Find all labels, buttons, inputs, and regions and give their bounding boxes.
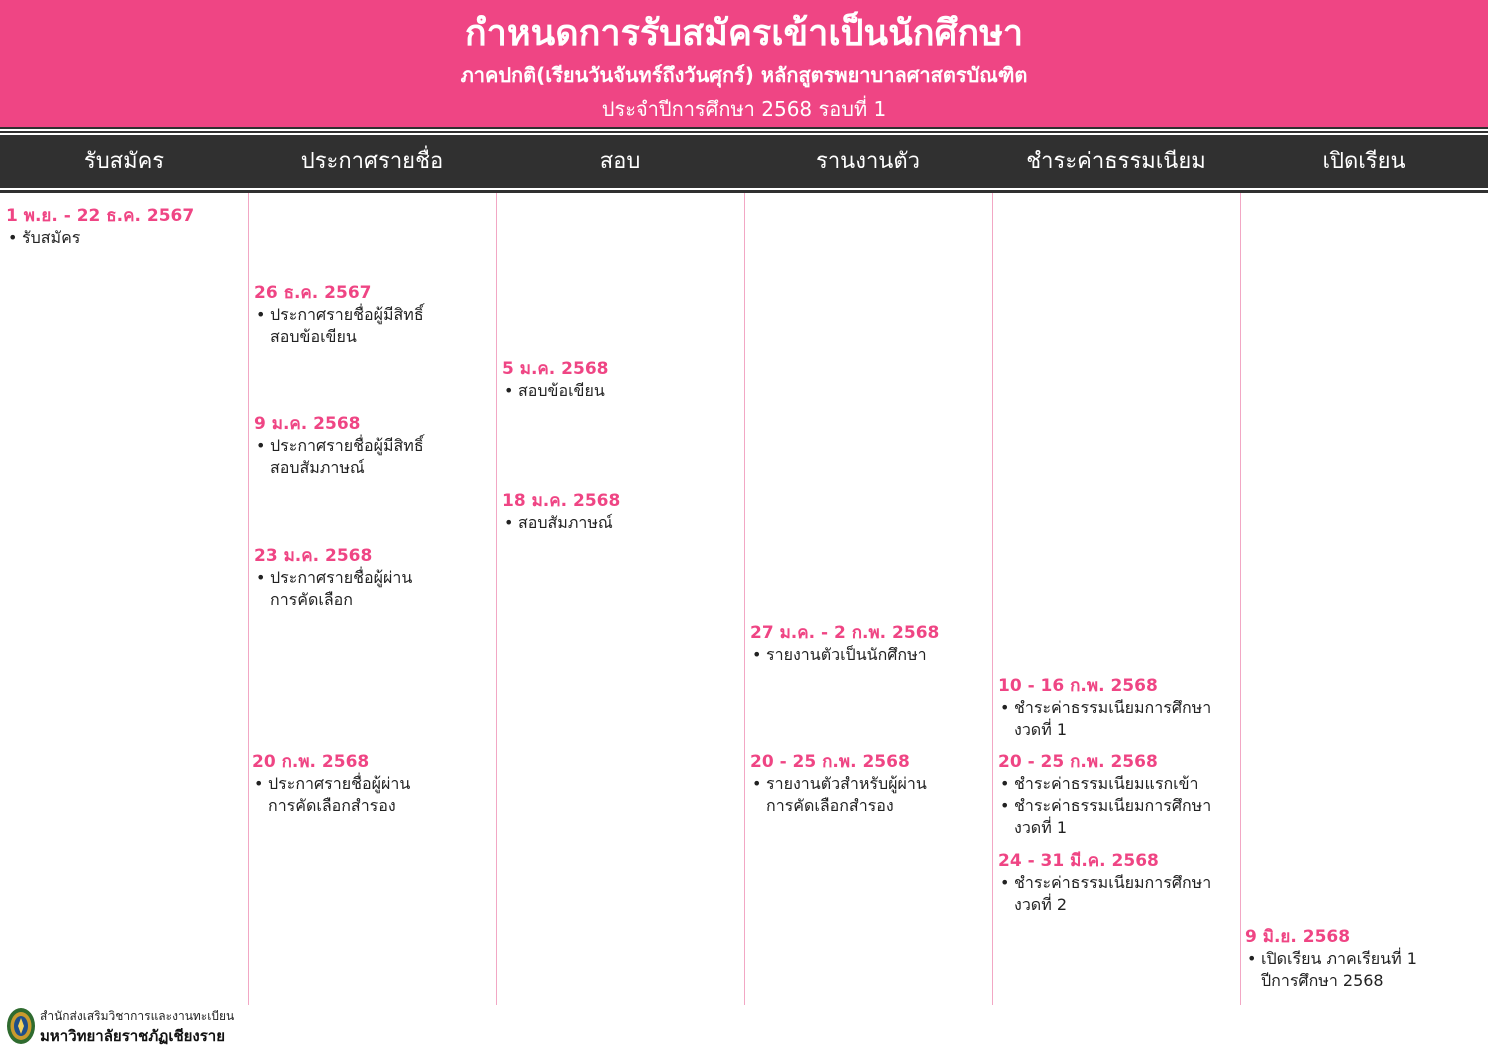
event-item: • สอบสัมภาษณ์ [502,512,738,534]
event-item: • ประกาศรายชื่อผู้ผ่าน การคัดเลือก [254,567,490,611]
page-title: กำหนดการรับสมัครเข้าเป็นนักศึกษา [464,13,1024,54]
event-item: • สอบข้อเขียน [502,380,738,402]
column-divider [992,193,993,1005]
event-announce-passed [254,545,490,611]
event-date: 20 - 25 ก.พ. 2568 [998,752,1158,772]
university-seal-icon [6,1007,36,1045]
column-header-apply: รับสมัคร [83,149,165,174]
event-date: 26 ธ.ค. 2567 [254,283,372,303]
event-apply [6,205,242,249]
header-banner [0,0,1488,127]
event-item: • ประกาศรายชื่อผู้ผ่าน การคัดเลือกสำรอง [252,773,488,817]
column-header-bar [0,131,1488,192]
event-semester-open [1245,926,1481,992]
event-exam-interview [502,490,738,534]
event-report-student [750,622,986,666]
event-item: • ชำระค่าธรรมเนียมการศึกษา งวดที่ 1 [998,697,1234,741]
page-subtitle: ภาคปกติ(เรียนวันจันทร์ถึงวันศุกร์) หลักสูตรพยาบาลศาสตรบัณฑิต [460,63,1028,87]
event-date: 20 - 25 ก.พ. 2568 [750,752,910,772]
event-report-reserve [750,751,986,817]
event-date: 23 ม.ค. 2568 [254,546,373,566]
event-date: 1 พ.ย. - 22 ธ.ค. 2567 [6,206,195,226]
column-header-fee: ชำระค่าธรรมเนียม [1026,149,1206,174]
event-item: • เปิดเรียน ภาคเรียนที่ 1 ปีการศึกษา 2568 [1245,948,1481,992]
event-date: 27 ม.ค. - 2 ก.พ. 2568 [750,623,940,643]
event-announce-reserve [252,751,488,817]
event-date: 20 ก.พ. 2568 [252,752,370,772]
event-item: • ชำระค่าธรรมเนียมการศึกษา งวดที่ 1 [998,795,1234,839]
event-item: • ชำระค่าธรรมเนียมการศึกษา งวดที่ 2 [998,872,1234,916]
event-item: • รับสมัคร [6,227,242,249]
event-item: • รายงานตัวเป็นนักศึกษา [750,644,986,666]
footer-university: มหาวิทยาลัยราชภัฏเชียงราย [40,1027,226,1045]
column-header-report: รานงานตัว [816,149,920,174]
column-divider [1240,193,1241,1005]
column-header-open: เปิดเรียน [1322,149,1406,174]
event-date: 18 ม.ค. 2568 [502,491,621,511]
column-header-exam: สอบ [599,149,641,174]
event-date: 9 มิ.ย. 2568 [1245,927,1351,947]
event-item: • ประกาศรายชื่อผู้มีสิทธิ์ สอบสัมภาษณ์ [254,435,490,479]
event-fee-installment-2 [998,850,1234,916]
event-item: • ประกาศรายชื่อผู้มีสิทธิ์ สอบข้อเขียน [254,304,490,348]
event-announce-interview [254,413,490,479]
column-divider [248,193,249,1005]
event-item: • รายงานตัวสำหรับผู้ผ่าน การคัดเลือกสำรอง [750,773,986,817]
page-subtitle-year: ประจำปีการศึกษา 2568 รอบที่ 1 [601,97,887,121]
event-exam-written [502,358,738,402]
event-date: 10 - 16 ก.พ. 2568 [998,676,1158,696]
column-divider [744,193,745,1005]
event-date: 5 ม.ค. 2568 [502,359,609,379]
event-fee-entrance [998,751,1234,839]
event-date: 9 ม.ค. 2568 [254,414,361,434]
event-fee-installment-1 [998,675,1234,741]
event-announce-written [254,282,490,348]
event-item: • ชำระค่าธรรมเนียมแรกเข้า [998,773,1234,795]
column-bar-top-rule [0,127,1488,129]
column-divider [496,193,497,1005]
column-header-announce: ประกาศรายชื่อ [300,149,444,174]
footer-office: สำนักส่งเสริมวิชาการและงานทะเบียน [40,1009,235,1023]
event-date: 24 - 31 มี.ค. 2568 [998,851,1159,871]
